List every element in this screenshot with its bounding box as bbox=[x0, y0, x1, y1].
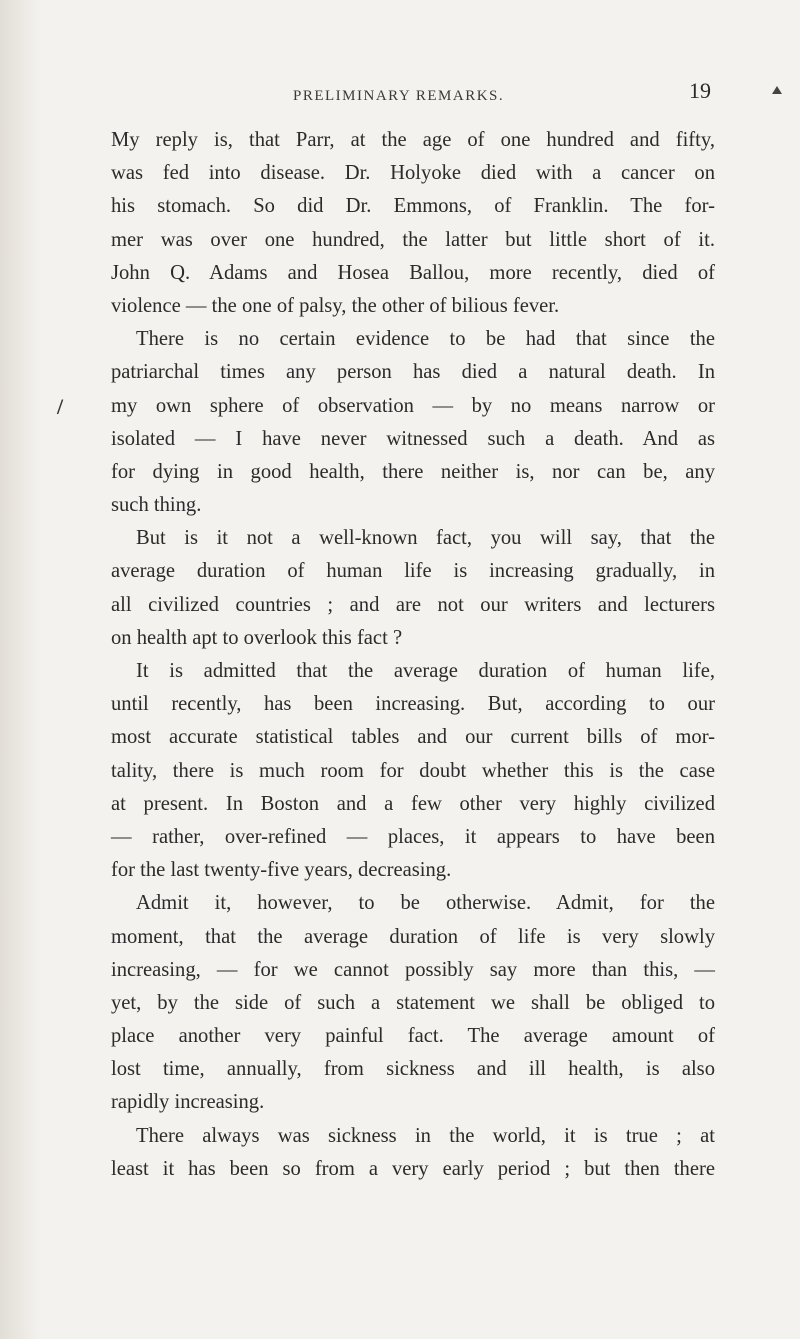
text-line: There always was sickness in the world, it is true ; at bbox=[136, 1124, 715, 1147]
text-line: place another very painful fact. The average amount of bbox=[111, 1025, 715, 1048]
text-line: patriarchal times any person has died a natural death. In bbox=[111, 361, 715, 384]
text-line: for dying in good health, there neither is, nor can be, any bbox=[111, 460, 715, 483]
text-line: There is no certain evidence to be had that since the bbox=[136, 328, 715, 351]
running-head: PRELIMINARY REMARKS. bbox=[293, 88, 505, 104]
text-line: until recently, has been increasing. But, according to our bbox=[111, 693, 715, 716]
text-line: lost time, annually, from sickness and ill health, is also bbox=[111, 1058, 715, 1081]
text-line: was fed into disease. Dr. Holyoke died with a cancer on bbox=[111, 162, 715, 185]
body-text bbox=[111, 124, 715, 1186]
text-line: My reply is, that Parr, at the age of one hundred and fifty, bbox=[111, 129, 715, 151]
text-line: least it has been so from a very early period ; but then there bbox=[111, 1157, 715, 1180]
text-line: at present. In Boston and a few other very highly civilized bbox=[111, 792, 715, 815]
text-line: It is admitted that the average duration of human life, bbox=[136, 660, 715, 682]
text-line: such thing. bbox=[111, 494, 202, 517]
text-line: most accurate statistical tables and our current bills of mor- bbox=[111, 726, 715, 749]
text-line: all civilized countries ; and are not our writers and lecturers bbox=[111, 593, 715, 616]
text-line: for the last twenty-five years, decreasing. bbox=[111, 859, 452, 882]
text-line: tality, there is much room for doubt whether this is the case bbox=[111, 759, 715, 782]
text-line: John Q. Adams and Hosea Ballou, more recently, died of bbox=[111, 261, 715, 284]
text-line: moment, that the average duration of life is very slowly bbox=[111, 925, 715, 948]
text-line: — rather, over-refined — places, it appears to have been bbox=[111, 825, 715, 848]
text-line: violence — the one of palsy, the other of bilious fever. bbox=[111, 294, 560, 317]
text-line: mer was over one hundred, the latter but little short of it. bbox=[111, 228, 715, 251]
text-line: average duration of human life is increasing gradually, in bbox=[111, 560, 715, 583]
page-header bbox=[0, 78, 800, 118]
text-line: his stomach. So did Dr. Emmons, of Franklin. The for- bbox=[111, 195, 715, 218]
text-line: But is it not a well-known fact, you will say, that the bbox=[136, 527, 715, 550]
text-line: increasing, — for we cannot possibly say more than this, — bbox=[111, 958, 715, 981]
text-line: isolated — I have never witnessed such a death. And as bbox=[111, 427, 715, 450]
page-number: 19 bbox=[689, 78, 711, 103]
text-line: Admit it, however, to be otherwise. Admit, for the bbox=[136, 892, 715, 915]
page-gutter-shadow bbox=[0, 0, 40, 1339]
text-line: rapidly increasing. bbox=[111, 1091, 265, 1114]
text-line: yet, by the side of such a statement we shall be obliged to bbox=[111, 991, 715, 1014]
text-line: on health apt to overlook this fact ? bbox=[111, 626, 403, 649]
margin-mark: / bbox=[57, 394, 64, 419]
text-line: my own sphere of observation — by no means narrow or bbox=[111, 394, 715, 417]
